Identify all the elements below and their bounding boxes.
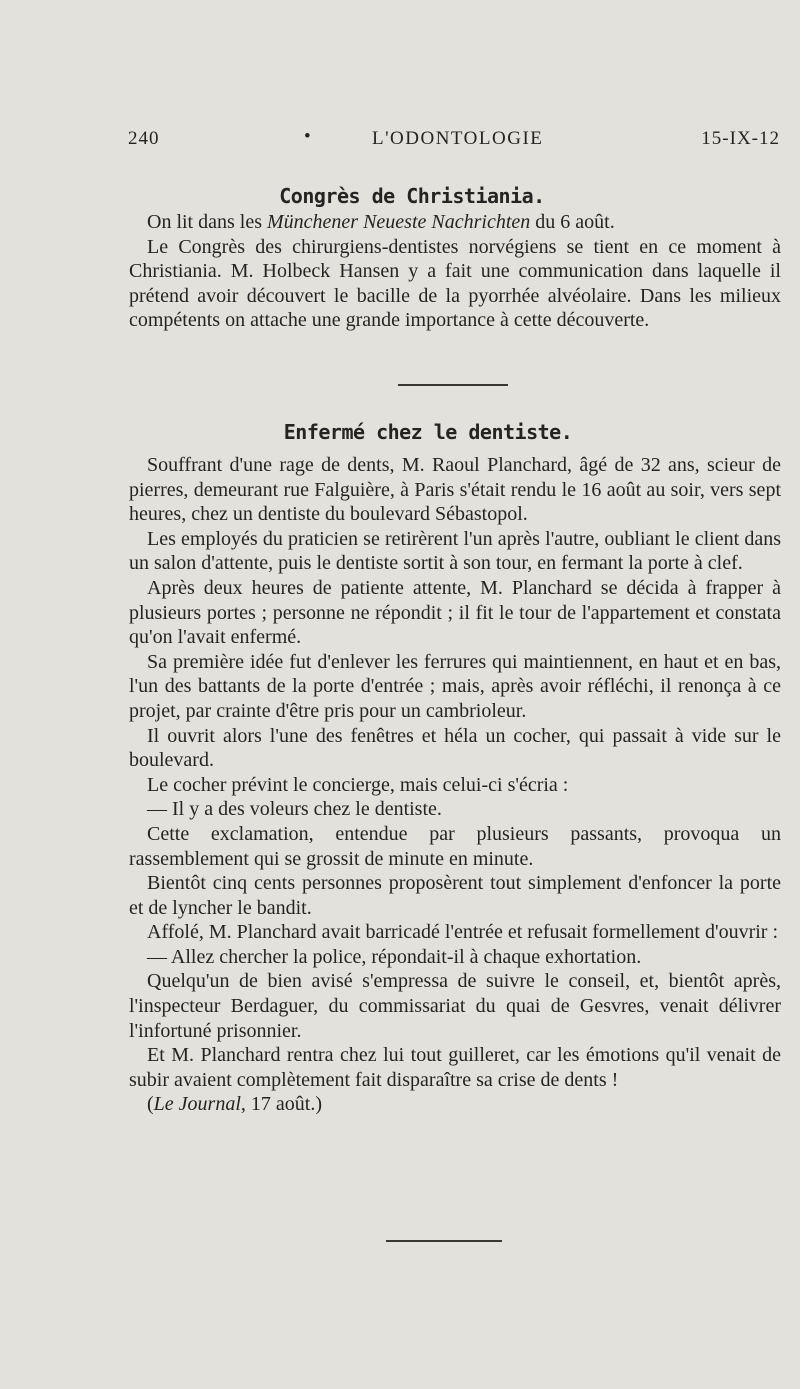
running-header bbox=[128, 128, 780, 158]
paragraph: Quelqu'un de bien avisé s'empressa de suivre le conseil, et, bientôt après, l'inspecteur Berdaguer, du commissariat du quai de Gesvres, venait délivrer l'infortuné prisonnier. bbox=[129, 970, 781, 1042]
paragraph: Et M. Planchard rentra chez lui tout guilleret, car les émotions qu'il venait de subir avaient complètement fait disparaître sa crise de dents ! bbox=[129, 1044, 781, 1091]
header-separator: • bbox=[304, 126, 312, 147]
paragraph: Après deux heures de patiente attente, M. Planchard se décida à frapper à plusieurs portes ; personne ne répondit ; il fit le tour de l'appartement et constata qu'on l'avait enfermé. bbox=[129, 576, 781, 649]
running-title: L'ODONTOLOGIE bbox=[372, 128, 544, 149]
newspaper-name: Münchener Neueste Nachrichten bbox=[267, 211, 531, 233]
paragraph: On lit dans les Münchener Neueste Nachrichten du 6 août. bbox=[147, 211, 615, 233]
paragraph: Bientôt cinq cents personnes proposèrent tout simplement d'enfoncer la porte et de lyncher le bandit. bbox=[129, 872, 781, 919]
source-newspaper: Le Journal bbox=[153, 1093, 241, 1116]
section-divider bbox=[398, 384, 508, 386]
paragraph: — Allez chercher la police, répondait-il à chaque exhortation. bbox=[147, 945, 642, 968]
article-title-enferme: Enfermé chez le dentiste. bbox=[283, 420, 573, 444]
paragraph: Sa première idée fut d'enlever les ferrures qui maintiennent, en haut et en bas, l'un des battants de la porte d'entrée ; mais, après avoir réfléchi, il renonça à ce projet, par crainte d'être pris pour un cambrioleur. bbox=[129, 650, 781, 722]
source-citation: (Le Journal, 17 août.) bbox=[147, 1093, 322, 1116]
paragraph: — Il y a des voleurs chez le dentiste. bbox=[147, 798, 442, 821]
paragraph: Le cocher prévint le concierge, mais celui-ci s'écria : bbox=[147, 773, 569, 796]
paragraph: Les employés du praticien se retirèrent l'un après l'autre, oubliant le client dans un salon d'attente, puis le dentiste sortit à son tour, en fermant la porte à clef. bbox=[129, 527, 781, 575]
article-title-congres: Congrès de Christiania. bbox=[279, 184, 545, 208]
paragraph: Cette exclamation, entendue par plusieurs passants, provoqua un rassemblement qui se grossit de minute en minute. bbox=[129, 822, 781, 870]
end-divider bbox=[386, 1240, 502, 1242]
paragraph: Il ouvrit alors l'une des fenêtres et héla un cocher, qui passait à vide sur le boulevard. bbox=[129, 724, 781, 772]
paragraph: Le Congrès des chirurgiens-dentistes norvégiens se tient en ce moment à Christiania. M. Holbeck Hansen y a fait une communication dans laquelle il prétend avoir découvert le bacille de la pyorrhée alvéolaire. Dans les milieux compétents on attache une grande importance à cette découverte. bbox=[129, 235, 781, 332]
issue-date: 15-IX-12 bbox=[701, 128, 780, 149]
article-body-congres bbox=[129, 210, 781, 333]
article-body-enferme bbox=[129, 453, 781, 1117]
page-number: 240 bbox=[128, 128, 160, 149]
paragraph: Affolé, M. Planchard avait barricadé l'entrée et refusait formellement d'ouvrir : bbox=[147, 921, 779, 944]
paragraph: Souffrant d'une rage de dents, M. Raoul Planchard, âgé de 32 ans, scieur de pierres, demeurant rue Falguière, à Paris s'était rendu le 16 août au soir, vers sept heures, chez un dentiste du boulevard Sébastopol. bbox=[129, 454, 781, 526]
